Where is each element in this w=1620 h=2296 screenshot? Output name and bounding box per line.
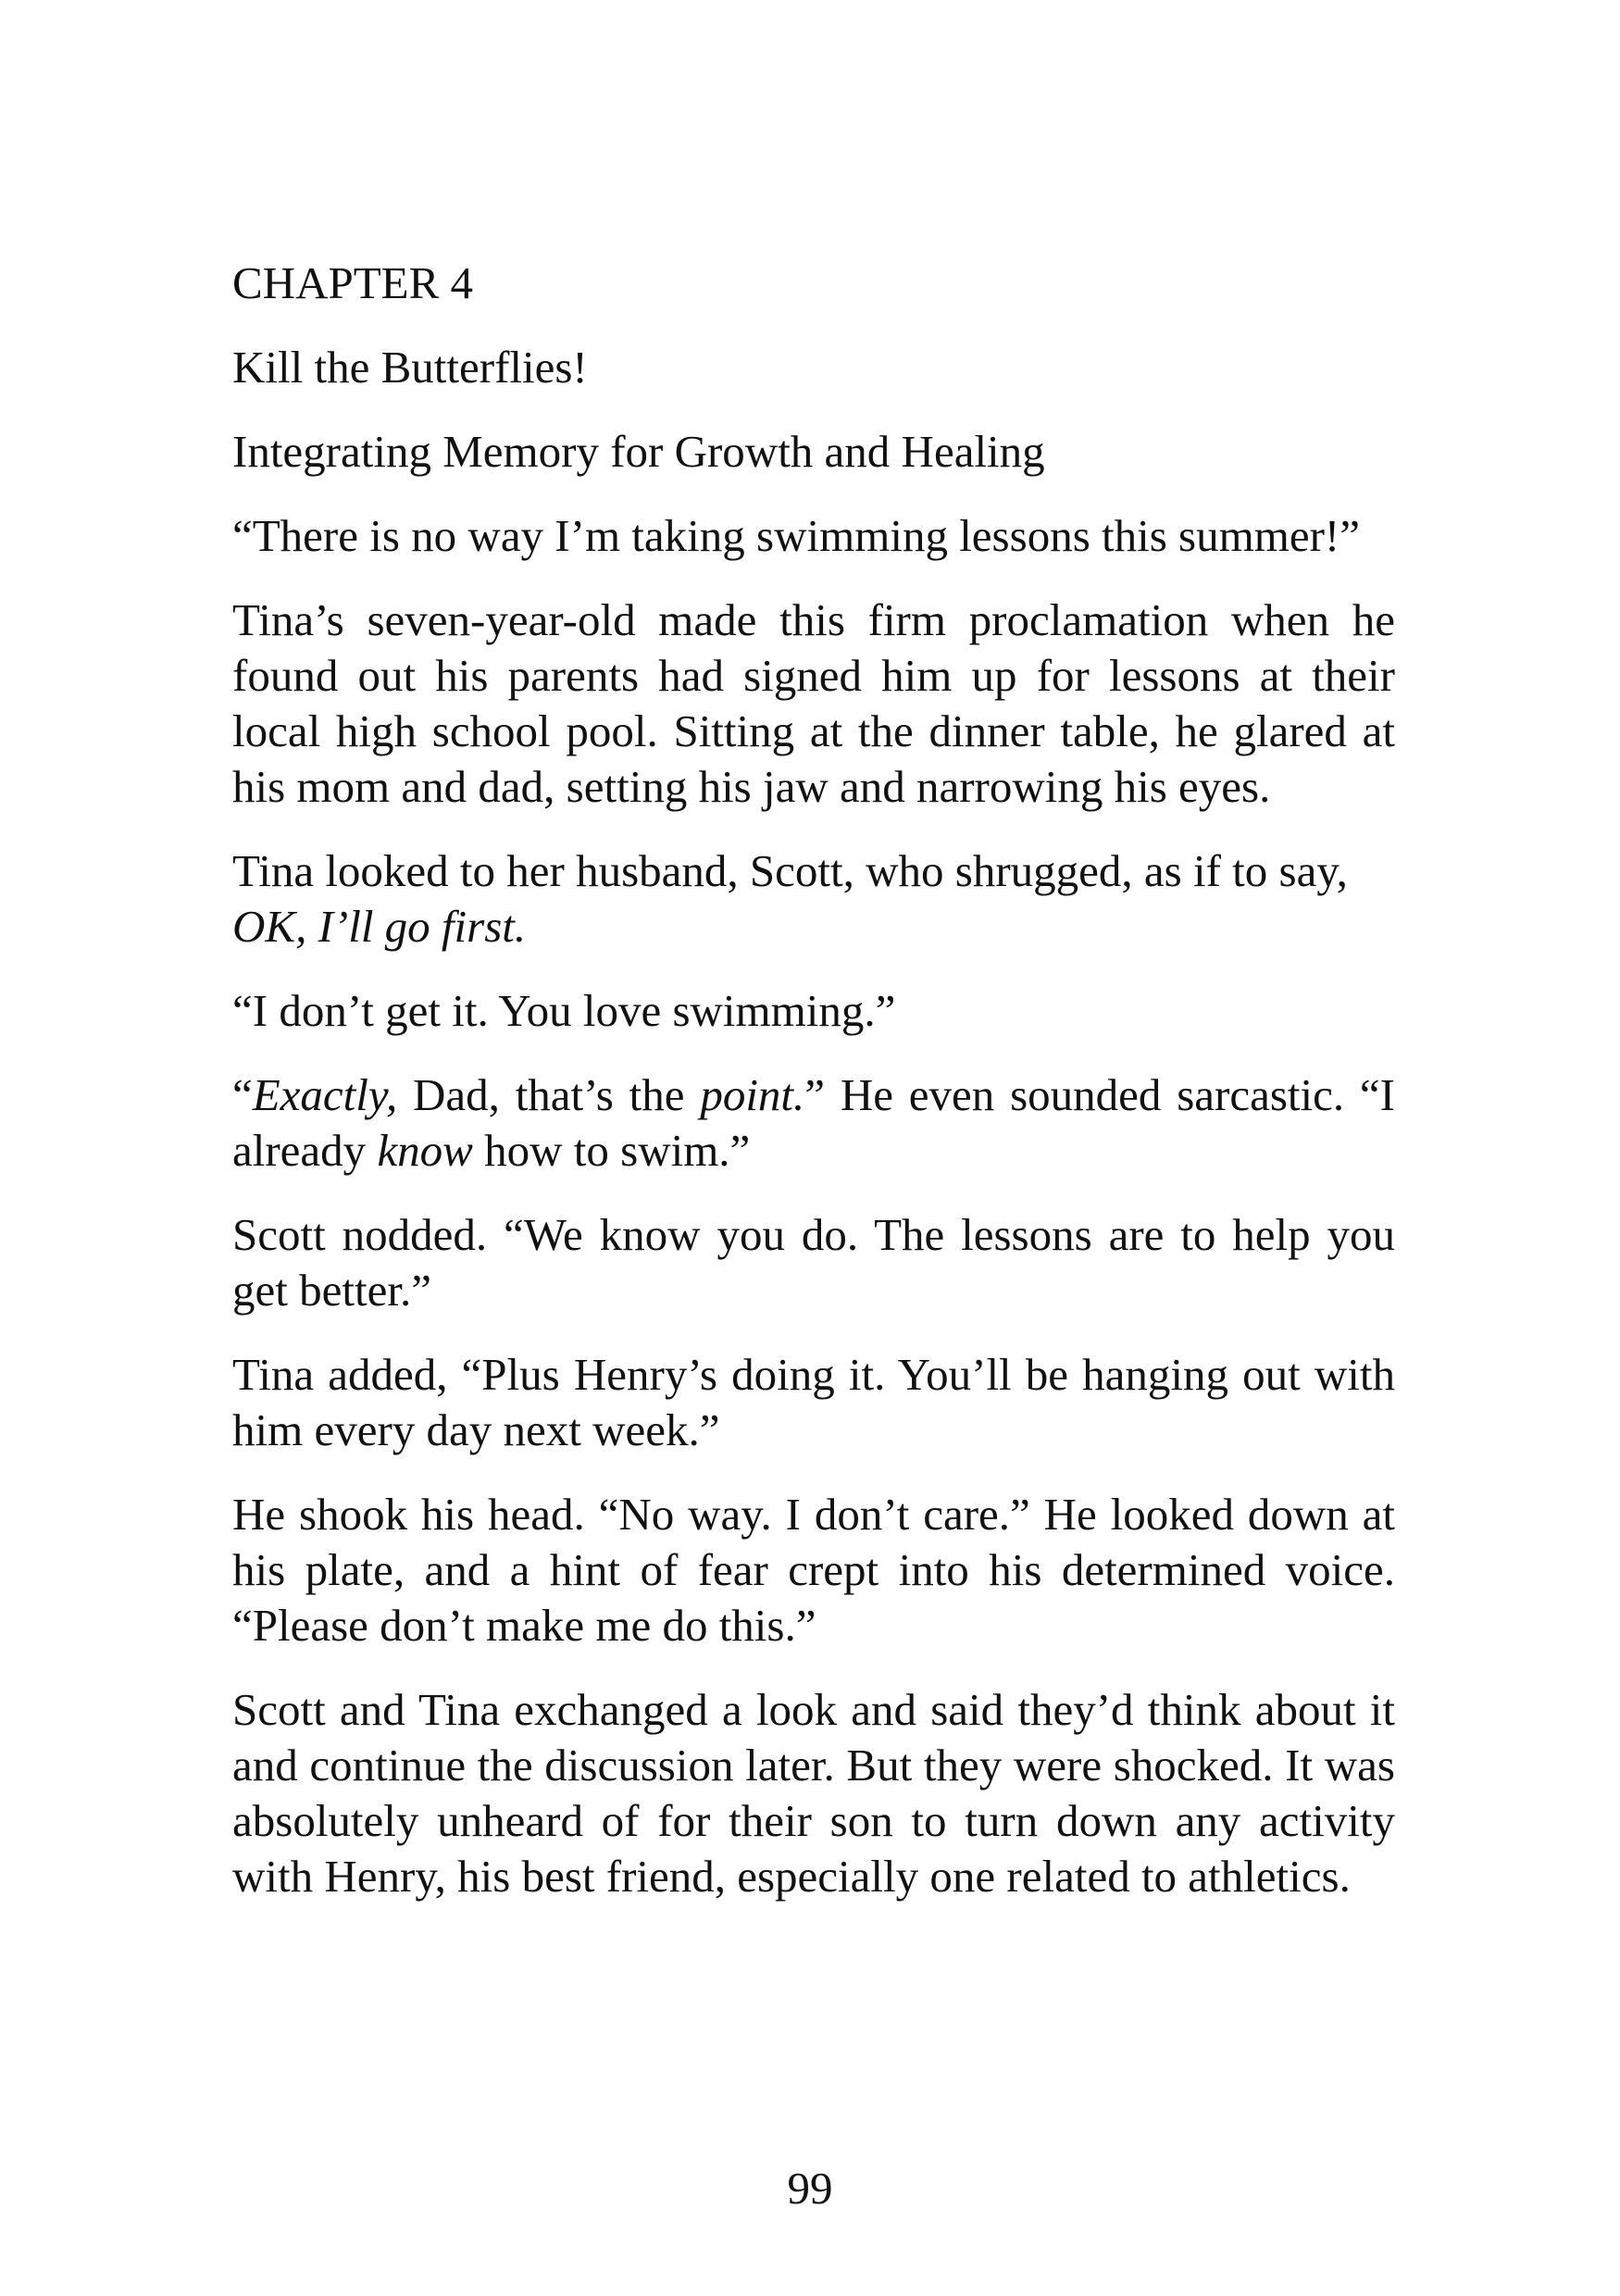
- paragraph-5-text-1: Dad, that’s the: [397, 1069, 701, 1120]
- paragraph-5: [232, 1067, 1395, 1179]
- paragraph-5-italic-3: know: [377, 1125, 473, 1176]
- chapter-subtitle: Integrating Memory for Growth and Healing: [232, 426, 1045, 477]
- paragraph-5-text-2: ” He even sounded sarcastic. “I already: [232, 1069, 1395, 1176]
- page-body: [232, 256, 1395, 1933]
- paragraph-3: [232, 843, 1395, 955]
- paragraph-5-italic-2: point.: [700, 1069, 805, 1120]
- paragraph-3-text: Tina looked to her husband, Scott, who shrugged, as if to say,: [232, 845, 1348, 896]
- paragraph-6: Scott nodded. “We know you do. The lessons are to help you get better.”: [232, 1209, 1395, 1316]
- paragraph-3-italic: OK, I’ll go first.: [232, 901, 527, 952]
- paragraph-8: He shook his head. “No way. I don’t care.” He looked down at his plate, and a hint of fear crept into his determined voice. “Please don’t make me do this.”: [232, 1489, 1395, 1651]
- paragraph-7: Tina added, “Plus Henry’s doing it. You’ll be hanging out with him every day next week.”: [232, 1349, 1395, 1455]
- chapter-label: CHAPTER 4: [232, 257, 474, 308]
- paragraph-1: “There is no way I’m taking swimming lessons this summer!”: [232, 510, 1360, 561]
- chapter-title: Kill the Butterflies!: [232, 342, 588, 393]
- paragraph-5-italic-1: Exactly,: [252, 1069, 398, 1120]
- paragraph-5-text-3: how to swim.”: [472, 1125, 751, 1176]
- paragraph-5-open-quote: “: [232, 1069, 253, 1120]
- page-number: 99: [787, 2163, 833, 2214]
- paragraph-2: Tina’s seven-year-old made this firm proclamation when he found out his parents had signed him up for lessons at their local high school pool. Sitting at the dinner table, he glared at his mom and dad, setting his jaw and narrowing his eyes.: [232, 594, 1395, 812]
- paragraph-9: Scott and Tina exchanged a look and said they’d think about it and continue the discussion later. But they were shocked. It was absolutely unheard of for their son to turn down any activity with Henry, his best friend, especially one related to athletics.: [232, 1684, 1395, 1902]
- paragraph-4: “I don’t get it. You love swimming.”: [232, 985, 896, 1036]
